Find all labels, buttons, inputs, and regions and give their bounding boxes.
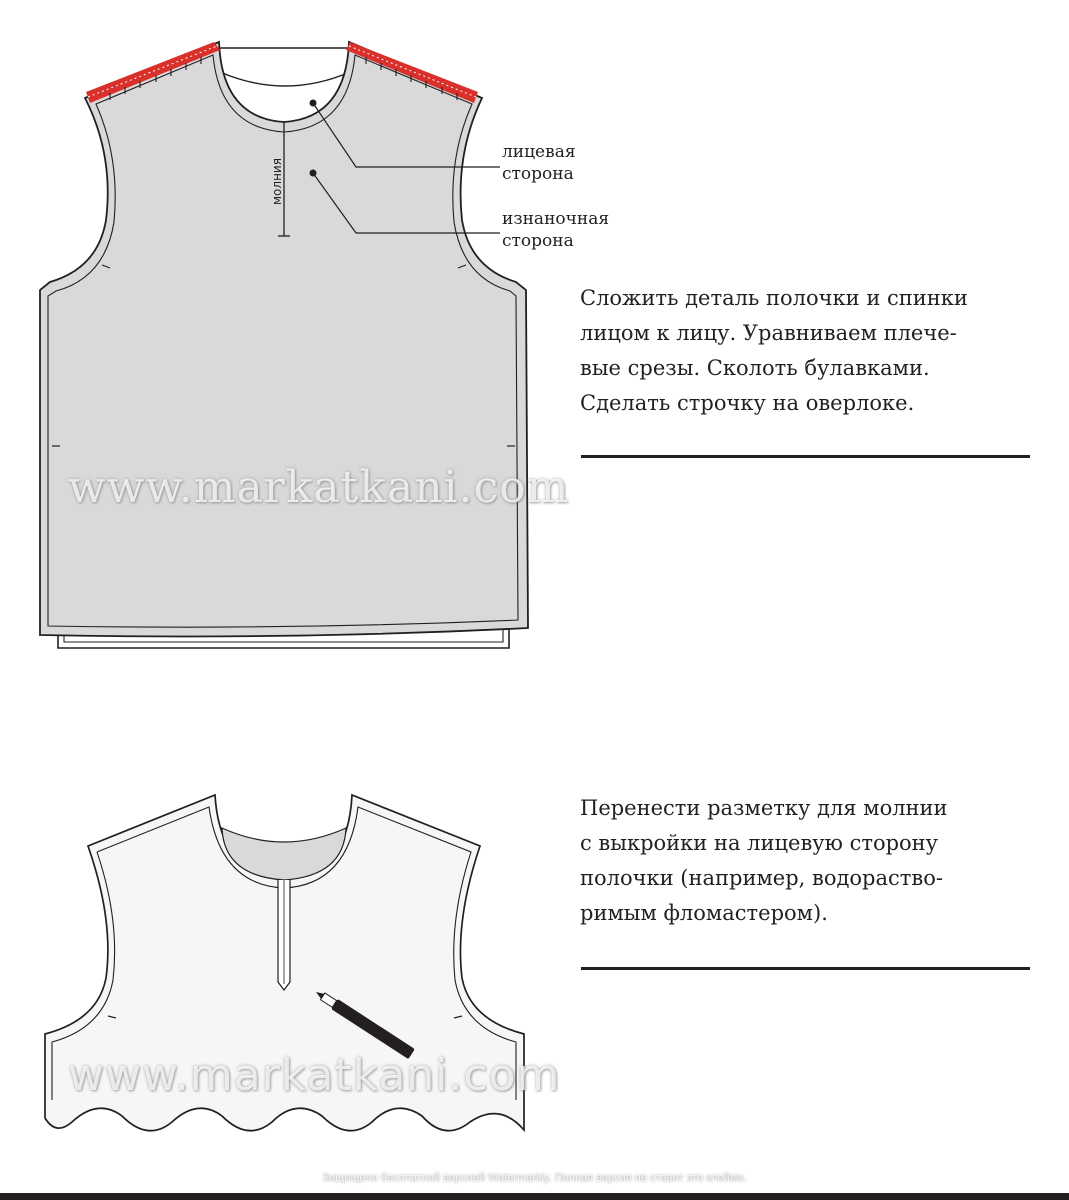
step2-line: с выкройки на лицевую сторону xyxy=(580,831,939,855)
step2-line: римым фломастером). xyxy=(580,901,828,925)
wrong-side-label-line2: сторона xyxy=(502,231,574,251)
step1-line: вые срезы. Сколоть булавками. xyxy=(580,356,930,380)
face-side-label-line1: лицевая xyxy=(502,142,576,162)
step2-line: Перенести разметку для молнии xyxy=(580,796,948,820)
face-side-label-line2: сторона xyxy=(502,164,574,184)
step1-line: Сложить деталь полочки и спинки xyxy=(580,286,968,310)
step1-divider xyxy=(581,455,1030,458)
wrong-side-label-line1: изнаночная xyxy=(502,209,610,229)
wrong-side-label xyxy=(502,208,609,252)
step1-line: Сделать строчку на оверлоке. xyxy=(580,391,915,415)
face-side-label xyxy=(502,141,576,185)
step1-line: лицом к лицу. Уравниваем плече- xyxy=(580,321,957,345)
watermark: www.markatkani.com xyxy=(68,1050,561,1101)
step2-instruction xyxy=(580,791,948,931)
step2-divider xyxy=(581,967,1030,970)
bottom-bar xyxy=(0,1193,1069,1200)
step1-instruction xyxy=(580,281,968,421)
back-neckline xyxy=(218,48,352,86)
step2-line: полочки (например, водораство- xyxy=(580,866,943,890)
zipper-label: молния xyxy=(270,158,284,205)
watermark: www.markatkani.com xyxy=(68,462,570,513)
protection-notice: Защищено бесплатной версией Watermarkly. Полная версия не ставит это клеймо. xyxy=(322,1172,747,1184)
